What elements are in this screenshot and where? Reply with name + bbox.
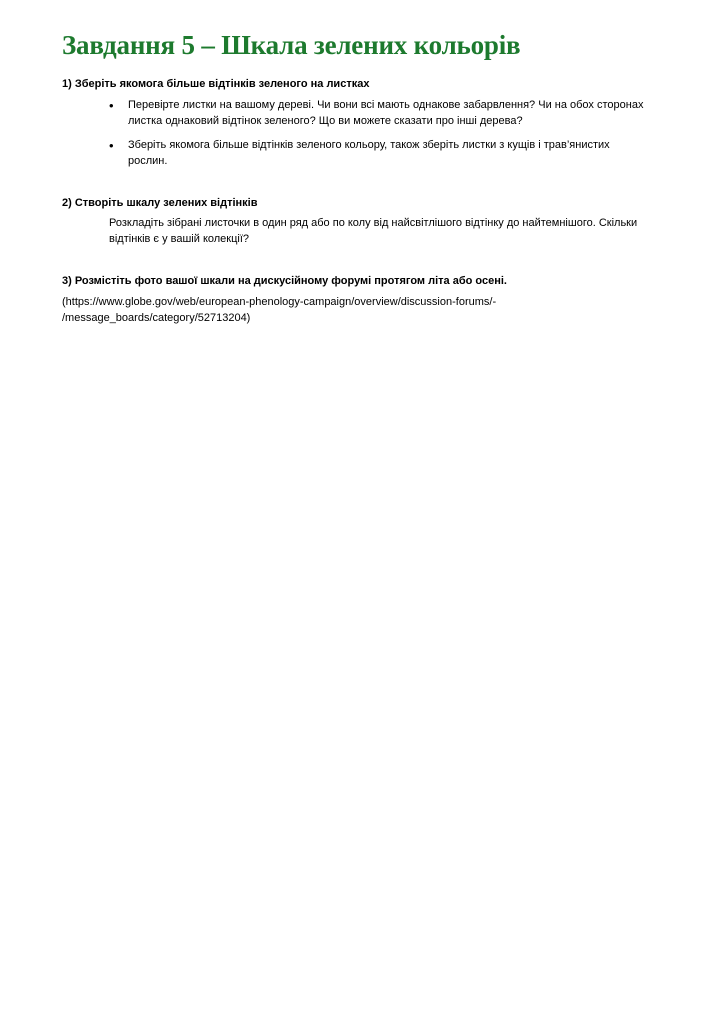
list-item [62, 138, 645, 170]
page-title: Завдання 5 – Шкала зелених кольорів [62, 30, 521, 60]
section-3 [62, 274, 645, 327]
list-item-text: Перевірте листки на вашому дереві. Чи вони всі мають однакове забарвлення? Чи на обох сторонах листка однаковий відтінок зеленого? Що ви можете сказати про інші дерева? [128, 98, 644, 127]
section-1-bullet-list [62, 98, 645, 170]
forum-url-line-2: /message_boards/category/52713204) [62, 312, 251, 325]
spacer [62, 184, 645, 196]
section-1 [62, 77, 645, 170]
bullet-dot-icon: • [109, 137, 114, 153]
section-2-heading: 2) Створіть шкалу зелених відтінків [62, 196, 258, 209]
list-item-text: Зберіть якомога більше відтінків зеленого кольору, також зберіть листки з кущів і трав’янистих рослин. [128, 138, 610, 167]
forum-url-line-1: (https://www.globe.gov/web/european-phenology-campaign/overview/discussion-forums/- [62, 296, 497, 309]
bullet-dot-icon: • [109, 97, 114, 113]
section-2-paragraph: Розкладіть зібрані листочки в один ряд або по колу від найсвітлішого відтінку до найтемнішого. Скільки відтінків є у вашій колекції? [109, 217, 638, 246]
section-3-heading: 3) Розмістіть фото вашої шкали на дискусійному форумі протягом літа або осені. [62, 275, 507, 288]
list-item [62, 98, 645, 130]
section-1-heading: 1) Зберіть якомога більше відтінків зеленого на листках [62, 78, 370, 91]
spacer [62, 262, 645, 274]
section-2 [62, 196, 645, 249]
